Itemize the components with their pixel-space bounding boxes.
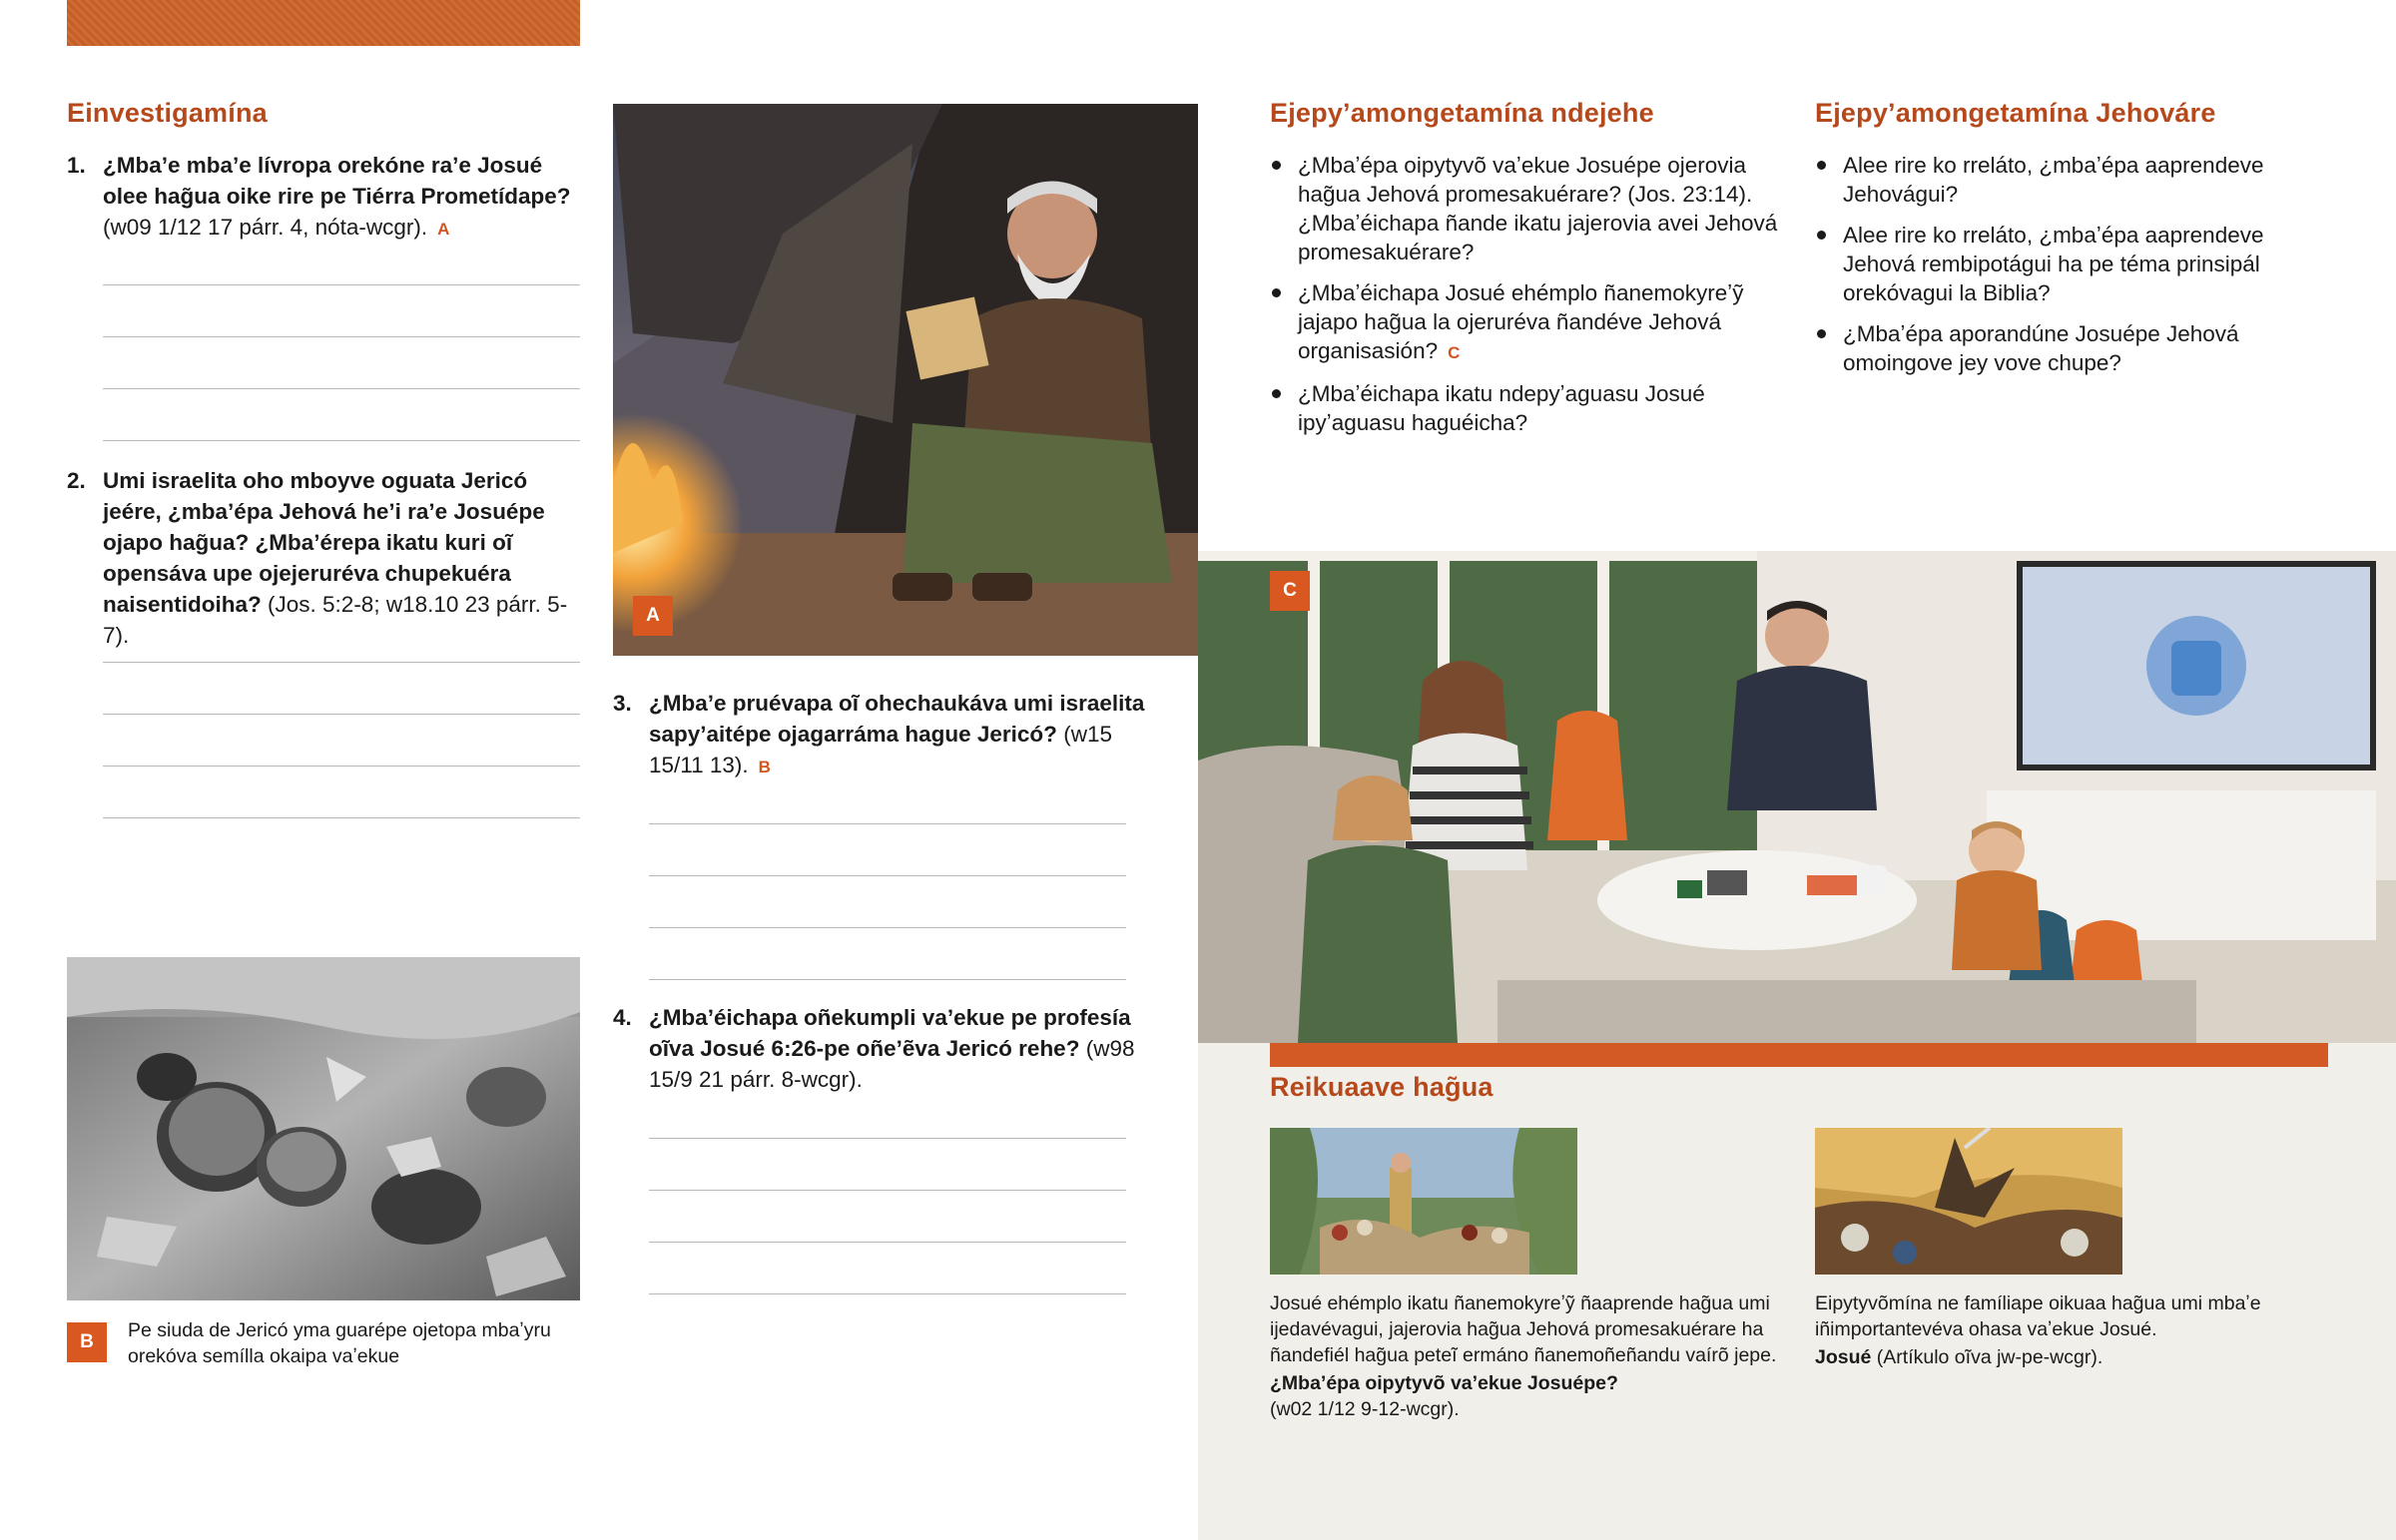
bullet-item: ¿Mbaʼéichapa Josué ehémplo ñanemokyreʼỹ jajapo hag̃ua la ojeruréva ñandéve Jehová organisasión? C <box>1270 278 1789 367</box>
top-texture-band <box>67 0 580 46</box>
question-ref: (w98 15/9 21 párr. 8-wcgr). <box>649 1036 1135 1092</box>
reflect-jehovah-heading: Ejepyʼamongetamína Jehováre <box>1815 98 2216 128</box>
reikuaave-ref: (Artíkulo oĩva jw-pe-wcgr). <box>1876 1346 2103 1368</box>
reflect-self-list <box>1270 151 1789 449</box>
question-tag: B <box>758 758 771 776</box>
moses-painting-thumb <box>1270 1128 1577 1275</box>
question-1 <box>67 150 586 245</box>
answer-line[interactable] <box>649 875 1126 876</box>
question-text: ¿Mbaʼe pruévapa oĩ ohechaukáva umi israelita sapyʼaitépe ojagarráma hague Jericó? <box>649 691 1145 747</box>
answer-line[interactable] <box>649 1190 1126 1191</box>
question-number: 2. <box>67 468 86 493</box>
reflect-self-heading: Ejepyʼamongetamína ndejehe <box>1270 98 1654 128</box>
battle-painting-thumb <box>1815 1128 2122 1275</box>
answer-line[interactable] <box>649 1293 1126 1294</box>
image-tag-a: A <box>633 596 673 636</box>
question-ref: (w09 1/12 17 párr. 4, nóta-wcgr). <box>103 215 428 240</box>
question-number: 4. <box>613 1005 632 1030</box>
question-4 <box>613 1002 1152 1095</box>
left-heading: Einvestigamína <box>67 98 268 128</box>
answer-line[interactable] <box>103 284 580 285</box>
answer-line[interactable] <box>103 662 580 663</box>
bullet-item: Alee rire ko rreláto, ¿mbaʼépa aaprendeve Jehová rembipotágui ha pe téma prinsipál orekóvagui la Biblia? <box>1815 221 2314 307</box>
reikuaave-body: Josué ehémplo ikatu ñanemokyreʼỹ ñaaprende hag̃ua umi ijedavévagui, jajerovia hag̃ua Jehová promesakuérare ha ñandefiél hag̃ua peteĩ ermáno ñanemoñeñandu vaírõ jepe. <box>1270 1292 1777 1366</box>
family-study-photo <box>1198 551 2396 1043</box>
archaeology-photo <box>67 957 580 1300</box>
photo-caption: Pe siuda de Jericó yma guarépe ojetopa mbaʼyru orekóva semílla okaipa vaʼekue <box>128 1319 551 1367</box>
question-2 <box>67 465 586 651</box>
answer-line[interactable] <box>103 388 580 389</box>
photo-tag-b: B <box>67 1322 107 1362</box>
reikuaave-bold: Josué <box>1815 1346 1872 1368</box>
answer-line[interactable] <box>103 766 580 767</box>
answer-line[interactable] <box>649 1138 1126 1139</box>
reikuaave-bold: ¿Mbaʼépa oipytyvõ vaʼekue Josuépe? <box>1270 1372 1618 1394</box>
question-3 <box>613 688 1152 782</box>
question-text: ¿Mbaʼe mbaʼe lívropa orekóne raʼe Josué olee hag̃ua oike rire pe Tiérra Prometídape? <box>103 153 571 209</box>
question-text: Umi israelita oho mboyve oguata Jericó jeére, ¿mbaʼépa Jehová heʼi raʼe Josuépe ojapo hag̃ua? ¿Mbaʼérepa ikatu kuri oĩ opensáva upe ojejeruréva chupekuéra naisentidoiha? <box>103 468 545 617</box>
photo-tag-c: C <box>1270 571 1310 611</box>
joshua-reading-illustration <box>613 104 1198 656</box>
answer-line[interactable] <box>649 823 1126 824</box>
question-text: ¿Mbaʼéichapa oñekumpli vaʼekue pe profesía oĩva Josué 6:26-pe oñeʼẽva Jericó rehe? <box>649 1005 1131 1061</box>
section-divider-bar <box>1270 1043 2328 1067</box>
bullet-item: ¿Mbaʼéichapa ikatu ndepyʼaguasu Josué ipyʼaguasu haguéicha? <box>1270 379 1789 437</box>
question-number: 1. <box>67 153 86 178</box>
answer-line[interactable] <box>103 817 580 818</box>
bullet-tag: C <box>1448 343 1461 362</box>
reikuaave-heading: Reikuaave hag̃ua <box>1270 1072 1494 1102</box>
reflect-jehovah-list <box>1815 151 2314 389</box>
answer-line[interactable] <box>649 927 1126 928</box>
reikuaave-body: Eipytyvõmína ne famíliape oikuaa hag̃ua umi mbaʼe iñimportantevéva ohasa vaʼekue Josué. <box>1815 1292 2261 1340</box>
reikuaave-ref: (w02 1/12 9-12-wcgr). <box>1270 1398 1460 1420</box>
answer-line[interactable] <box>103 714 580 715</box>
question-tag: A <box>437 220 450 239</box>
reikuaave-text-2 <box>1815 1290 2314 1370</box>
bullet-item: ¿Mbaʼépa aporandúne Josuépe Jehová omoingove jey vove chupe? <box>1815 319 2314 377</box>
question-ref: (Jos. 5:2-8; w18.10 23 párr. 5-7). <box>103 592 568 648</box>
answer-line[interactable] <box>649 979 1126 980</box>
bullet-item: Alee rire ko rreláto, ¿mbaʼépa aaprendeve Jehovágui? <box>1815 151 2314 209</box>
question-number: 3. <box>613 691 632 716</box>
answer-line[interactable] <box>649 1242 1126 1243</box>
answer-line[interactable] <box>103 440 580 441</box>
answer-line[interactable] <box>103 336 580 337</box>
bullet-item: ¿Mbaʼépa oipytyvõ vaʼekue Josuépe ojerovia hag̃ua Jehová promesakuérare? (Jos. 23:14). ¿Mbaʼéichapa ñande ikatu jajerovia avei Jehová promesakuérare? <box>1270 151 1789 266</box>
reikuaave-text-1 <box>1270 1290 1789 1422</box>
question-ref: (w15 15/11 13). <box>649 722 1112 777</box>
